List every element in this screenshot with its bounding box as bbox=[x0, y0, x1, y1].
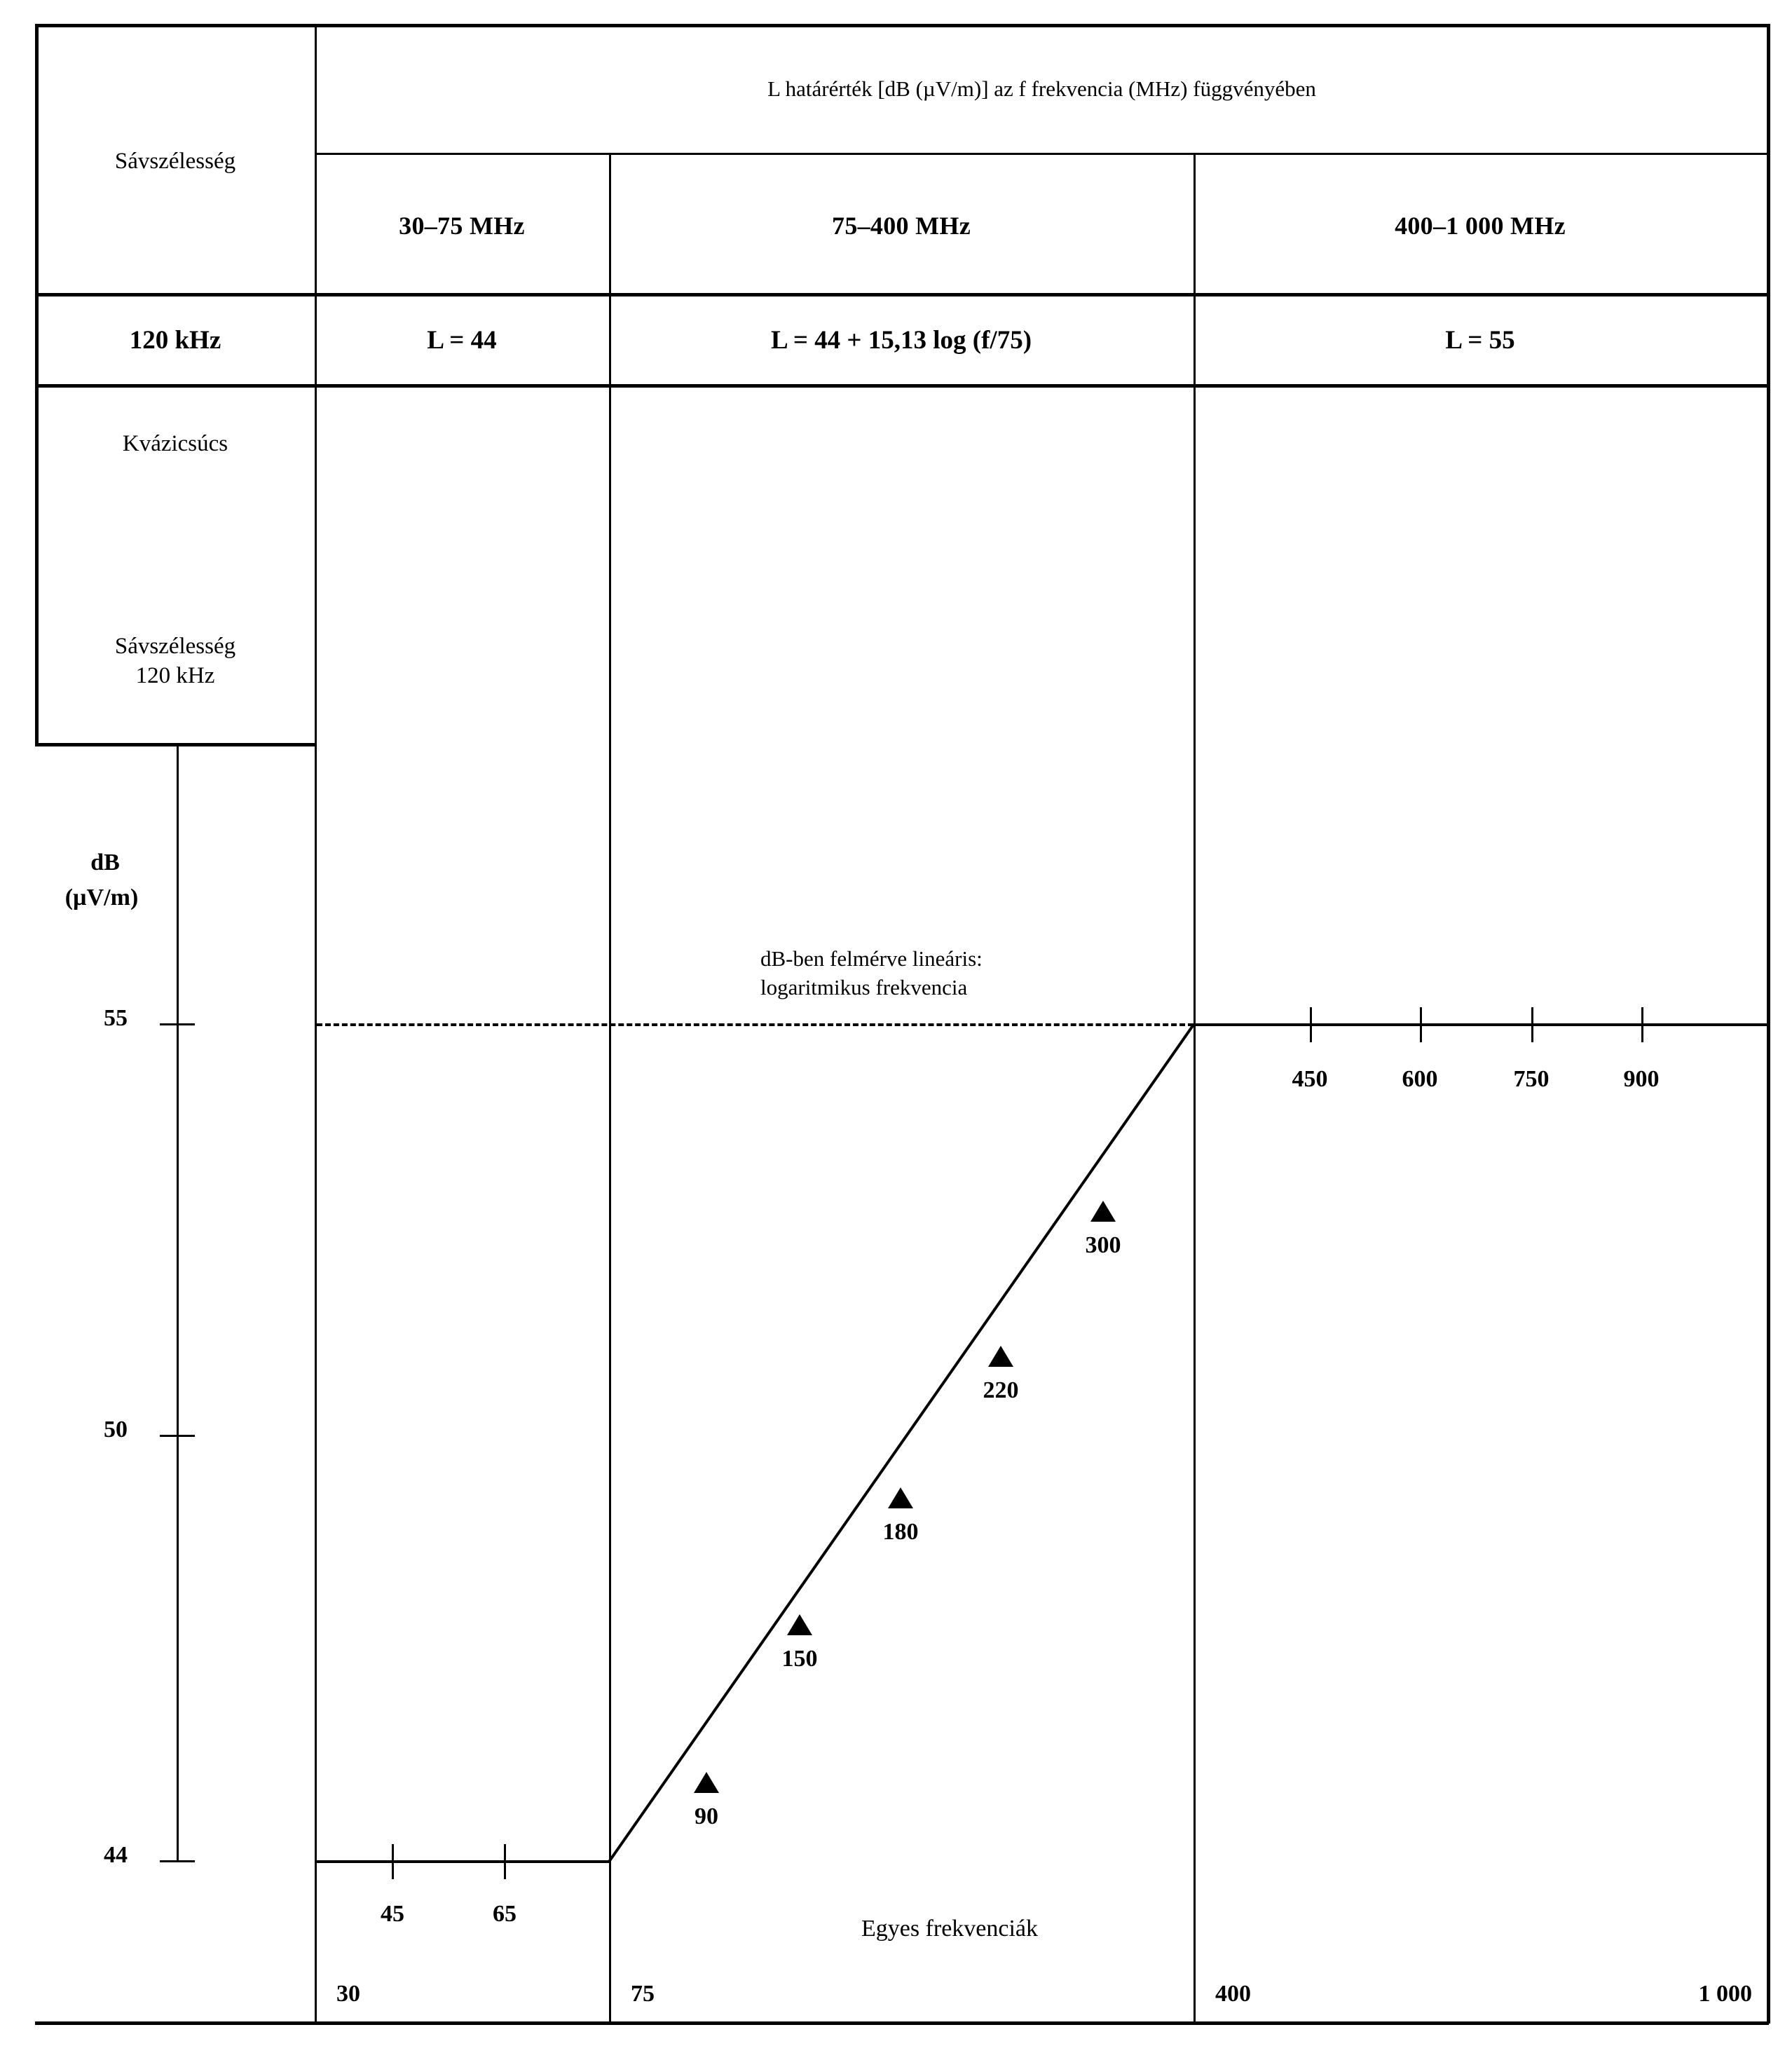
x-tick-600 bbox=[1420, 1007, 1422, 1042]
y-tick-label-55: 55 bbox=[104, 1005, 128, 1031]
bandwidth-label-line1: Sávszélesség bbox=[114, 634, 236, 659]
y-tick-44 bbox=[160, 1860, 195, 1862]
x-tick-label-450: 450 bbox=[1292, 1066, 1328, 1092]
y-tick-50 bbox=[160, 1435, 195, 1437]
chart-note-line2: logaritmikus frekvencia bbox=[760, 975, 968, 1000]
data-marker-150 bbox=[787, 1614, 812, 1635]
data-label-220: 220 bbox=[983, 1377, 1019, 1403]
x-axis-title: Egyes frekvenciák bbox=[861, 1916, 1039, 1942]
row-label-120khz: 120 kHz bbox=[129, 326, 221, 355]
y-axis-line bbox=[177, 743, 179, 1862]
y-tick-label-44: 44 bbox=[104, 1842, 128, 1868]
x-boundary-label-30: 30 bbox=[336, 1981, 360, 2007]
band-header-75-400: 75–400 MHz bbox=[832, 212, 971, 240]
x-boundary-label-1000: 1 000 bbox=[1698, 1981, 1752, 2007]
data-marker-220 bbox=[988, 1346, 1013, 1367]
data-label-150: 150 bbox=[781, 1646, 818, 1672]
col-rule-2 bbox=[609, 153, 611, 2024]
x-tick-label-750: 750 bbox=[1513, 1066, 1550, 1092]
table-right-border bbox=[1767, 24, 1770, 2024]
table-bottom-border bbox=[35, 2021, 1769, 2025]
x-tick-750 bbox=[1531, 1007, 1533, 1042]
data-label-180: 180 bbox=[882, 1519, 919, 1545]
x-tick-45 bbox=[392, 1844, 394, 1879]
x-tick-label-900: 900 bbox=[1623, 1066, 1660, 1092]
y-axis-title-line2: (µV/m) bbox=[64, 885, 139, 910]
header-side-bandwidth: Sávszélesség bbox=[114, 149, 236, 174]
header-rule-under-formulas bbox=[35, 384, 1769, 388]
header-rule-under-bands bbox=[35, 293, 1769, 296]
band-header-400-1000: 400–1 000 MHz bbox=[1395, 212, 1566, 240]
rule-above-axis bbox=[35, 743, 315, 746]
x-tick-label-600: 600 bbox=[1402, 1066, 1438, 1092]
y-axis-title-line1: dB bbox=[90, 850, 120, 875]
x-boundary-label-75: 75 bbox=[631, 1981, 655, 2007]
formula-400-1000: L = 55 bbox=[1445, 326, 1515, 355]
x-tick-label-65: 65 bbox=[493, 1901, 517, 1927]
x-boundary-label-400: 400 bbox=[1215, 1981, 1251, 2007]
data-marker-90 bbox=[694, 1772, 719, 1793]
header-rule-under-main bbox=[315, 153, 1769, 155]
col-rule-3 bbox=[1193, 153, 1196, 2024]
data-label-90: 90 bbox=[695, 1803, 718, 1829]
header-main-title: L határérték [dB (µV/m)] az f frekvencia (MHz) függvényében bbox=[767, 76, 1316, 101]
formula-30-75: L = 44 bbox=[427, 326, 497, 355]
band-header-30-75: 30–75 MHz bbox=[399, 212, 525, 240]
table-top-border bbox=[35, 24, 1769, 27]
detector-label-quasipeak: Kvázicsúcs bbox=[122, 431, 228, 456]
x-tick-65 bbox=[504, 1844, 506, 1879]
data-label-300: 300 bbox=[1085, 1232, 1121, 1258]
y-tick-55 bbox=[160, 1023, 195, 1025]
bandwidth-label-line2: 120 kHz bbox=[135, 663, 215, 688]
dashed-reference-55db bbox=[317, 1023, 1193, 1026]
data-marker-180 bbox=[888, 1487, 913, 1508]
data-marker-300 bbox=[1090, 1201, 1116, 1222]
formula-75-400: L = 44 + 15,13 log (f/75) bbox=[770, 326, 1032, 355]
x-tick-450 bbox=[1310, 1007, 1312, 1042]
y-tick-label-50: 50 bbox=[104, 1417, 128, 1442]
chart-note-line1: dB-ben felmérve lineáris: bbox=[760, 946, 983, 971]
x-tick-900 bbox=[1641, 1007, 1643, 1042]
x-tick-label-45: 45 bbox=[381, 1901, 404, 1927]
